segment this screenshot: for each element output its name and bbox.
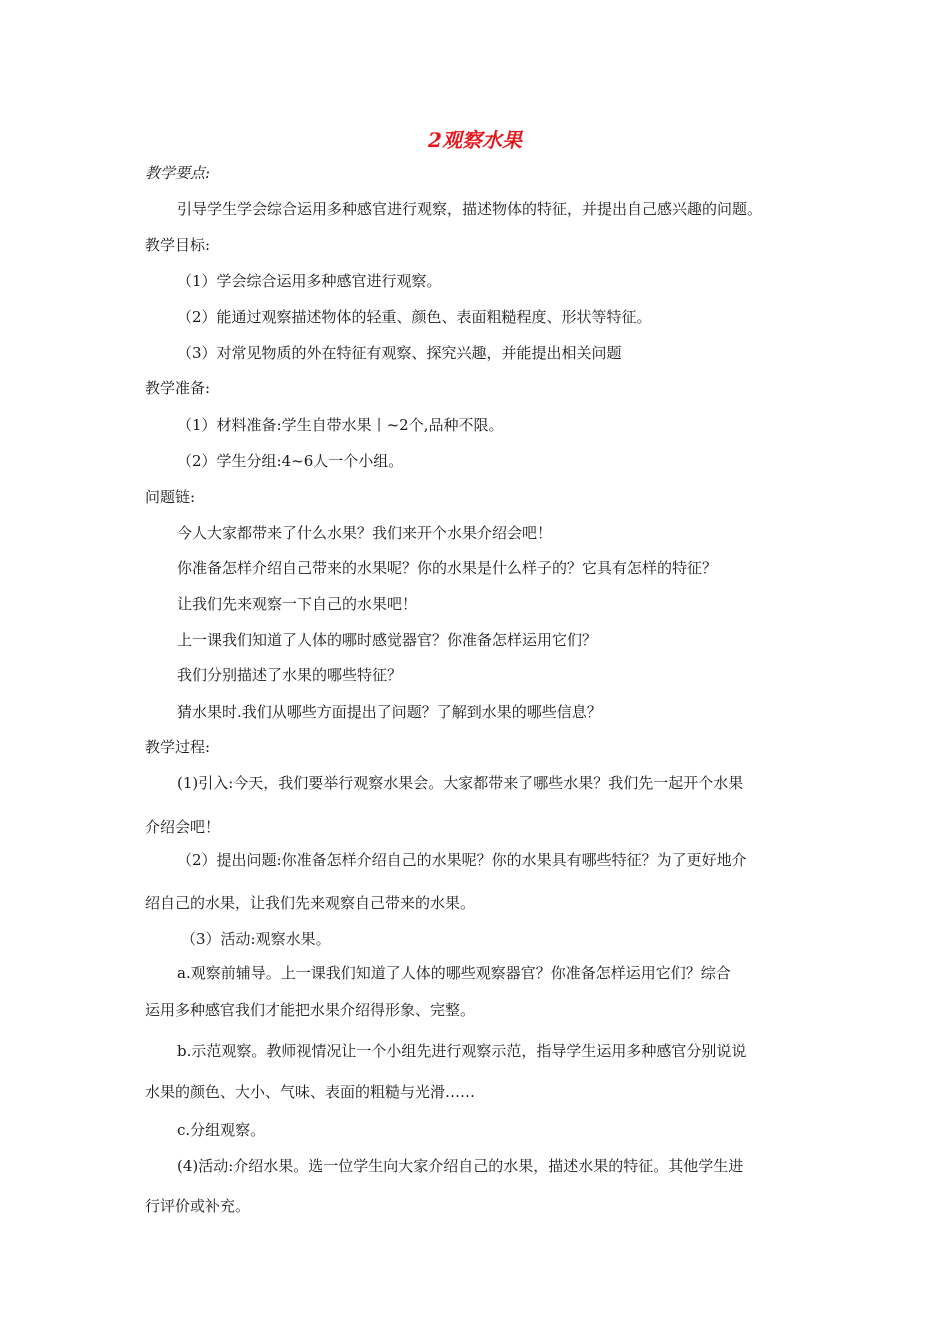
question-chain-heading: 问题链: — [145, 488, 196, 506]
preparation-item: （2）学生分组:4~6人一个小组。 — [177, 452, 404, 470]
document-title: 2观察水果 — [428, 128, 522, 152]
process-line: （2）提出问题:你准备怎样介绍自己的水果呢？你的水果具有哪些特征？为了更好地介 — [177, 851, 747, 869]
key-points-heading: 教学要点: — [145, 164, 211, 182]
process-line: 介绍会吧！ — [145, 818, 221, 836]
objective-item: （3）对常见物质的外在特征有观察、探究兴趣，并能提出相关问题 — [177, 344, 622, 362]
objective-item: （2）能通过观察描述物体的轻重、颜色、表面粗糙程度、形状等特征。 — [177, 308, 652, 326]
question-item: 我们分别描述了水果的哪些特征？ — [177, 666, 403, 684]
process-line: 绍自己的水果，让我们先来观察自己带来的水果。 — [145, 894, 476, 912]
process-line: 水果的颜色、大小、气味、表面的粗糙与光滑…… — [145, 1083, 476, 1101]
question-item: 今人大家都带来了什么水果？我们来开个水果介绍会吧！ — [177, 524, 553, 542]
process-line: （3）活动:观察水果。 — [181, 930, 331, 948]
process-line: (4)活动:介绍水果。选一位学生向大家介绍自己的水果，描述水果的特征。其他学生进 — [177, 1157, 744, 1175]
objectives-heading: 教学目标: — [145, 236, 211, 254]
preparation-item: （1）材料准备:学生自带水果丨~2个,品种不限。 — [177, 416, 504, 434]
objective-item: （1）学会综合运用多种感官进行观察。 — [177, 272, 442, 290]
question-item: 你准备怎样介绍自己带来的水果呢？你的水果是什么样子的？它具有怎样的特征？ — [177, 559, 718, 577]
question-item: 上一课我们知道了人体的哪时感觉器官？你准备怎样运用它们？ — [177, 631, 598, 649]
process-line: 行评价或补充。 — [145, 1197, 251, 1215]
process-line: (1)引入:今天，我们要举行观察水果会。大家都带来了哪些水果？我们先一起开个水果 — [177, 774, 744, 792]
key-points-text: 引导学生学会综合运用多种感官进行观察，描述物体的特征，并提出自己感兴趣的问题。 — [177, 200, 763, 218]
question-item: 猜水果时.我们从哪些方面提出了问题？了解到水果的哪些信息？ — [177, 703, 602, 721]
process-line: 运用多种感官我们才能把水果介绍得形象、完整。 — [145, 1001, 476, 1019]
question-item: 让我们先来观察一下自己的水果吧！ — [177, 595, 418, 613]
process-line: a.观察前辅导。上一课我们知道了人体的哪些观察器官？你准备怎样运用它们？综合 — [177, 964, 731, 982]
process-heading: 教学过程: — [145, 738, 211, 756]
process-line: b.示范观察。教师视情况让一个小组先进行观察示范，指导学生运用多种感官分别说说 — [177, 1042, 747, 1060]
preparation-heading: 教学准备: — [145, 379, 211, 397]
process-line: c.分组观察。 — [177, 1121, 266, 1139]
